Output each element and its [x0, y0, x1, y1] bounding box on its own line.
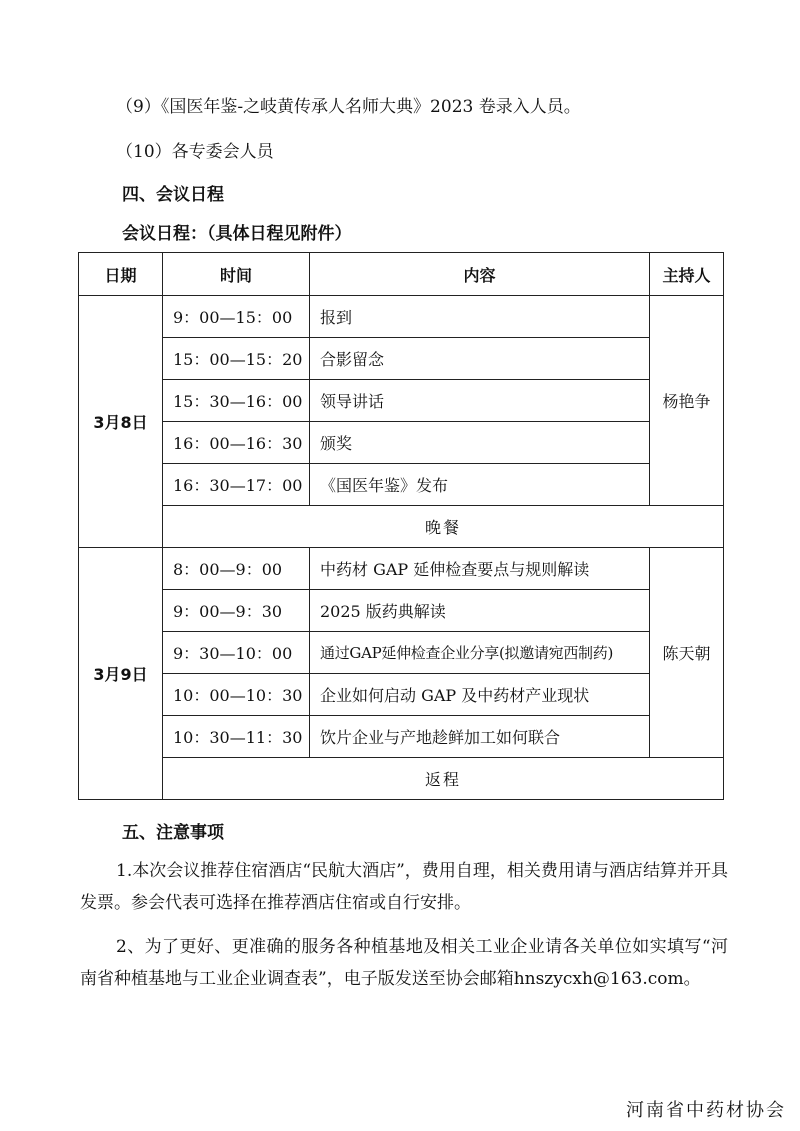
day1-footer-cell: 晚餐 — [163, 506, 724, 548]
content-cell: 合影留念 — [310, 338, 650, 380]
header-date: 日期 — [79, 253, 163, 296]
section-4-heading: 四、会议日程 — [122, 185, 224, 205]
header-content: 内容 — [310, 253, 650, 296]
notice-paragraph-2: 2、为了更好、更准确的服务各种植基地及相关工业企业请各关单位如实填写“河南省种植基地与工业企业调查表”，电子版发送至协会邮箱hnszycxh@163.com。 — [80, 937, 728, 989]
table-row — [79, 380, 724, 422]
content-cell: 中药材 GAP 延伸检查要点与规则解读 — [310, 548, 650, 590]
attendee-item-10: （10）各专委会人员 — [116, 142, 274, 162]
table-row — [79, 338, 724, 380]
table-row — [79, 632, 724, 674]
table-row — [79, 464, 724, 506]
header-time: 时间 — [163, 253, 310, 296]
section-5-heading: 五、注意事项 — [122, 823, 224, 843]
day2-footer-cell: 返程 — [163, 758, 724, 800]
time-cell: 15：30—16：00 — [163, 380, 310, 422]
table-row — [79, 590, 724, 632]
content-cell: 报到 — [310, 296, 650, 338]
table-row — [79, 506, 724, 548]
day1-host: 杨艳争 — [650, 296, 724, 506]
schedule-subheading: 会议日程：（具体日程见附件） — [122, 224, 352, 244]
time-cell: 16：00—16：30 — [163, 422, 310, 464]
attendee-item-9: （9）《国医年鉴-之岐黄传承人名师大典》2023 卷录入人员。 — [116, 97, 581, 117]
table-row — [79, 716, 724, 758]
content-cell: 2025 版药典解读 — [310, 590, 650, 632]
time-cell: 16：30—17：00 — [163, 464, 310, 506]
content-cell: 企业如何启动 GAP 及中药材产业现状 — [310, 674, 650, 716]
content-cell: 通过GAP延伸检查企业分享(拟邀请宛西制药) — [310, 632, 650, 674]
time-cell: 10：30—11：30 — [163, 716, 310, 758]
time-cell: 8：00—9：00 — [163, 548, 310, 590]
table-row — [79, 296, 724, 338]
content-cell: 《国医年鉴》发布 — [310, 464, 650, 506]
time-cell: 9：00—15：00 — [163, 296, 310, 338]
time-cell: 9：00—9：30 — [163, 590, 310, 632]
table-row — [79, 758, 724, 800]
table-row — [79, 422, 724, 464]
table-row — [79, 548, 724, 590]
table-row — [79, 674, 724, 716]
content-cell: 饮片企业与产地趁鲜加工如何联合 — [310, 716, 650, 758]
header-host: 主持人 — [650, 253, 724, 296]
day2-date: 3月9日 — [79, 548, 163, 800]
time-cell: 9：30—10：00 — [163, 632, 310, 674]
schedule-table — [78, 252, 724, 800]
time-cell: 15：00—15：20 — [163, 338, 310, 380]
day1-date: 3月8日 — [79, 296, 163, 548]
organization-name: 河南省中药材协会 — [626, 1100, 786, 1121]
day2-host: 陈天朝 — [650, 548, 724, 758]
table-header-row — [79, 253, 724, 296]
content-cell: 颁奖 — [310, 422, 650, 464]
content-cell: 领导讲话 — [310, 380, 650, 422]
time-cell: 10：00—10：30 — [163, 674, 310, 716]
notice-paragraph-1: 1.本次会议推荐住宿酒店“民航大酒店”，费用自理，相关费用请与酒店结算并开具发票。参会代表可选择在推荐酒店住宿或自行安排。 — [80, 861, 728, 913]
